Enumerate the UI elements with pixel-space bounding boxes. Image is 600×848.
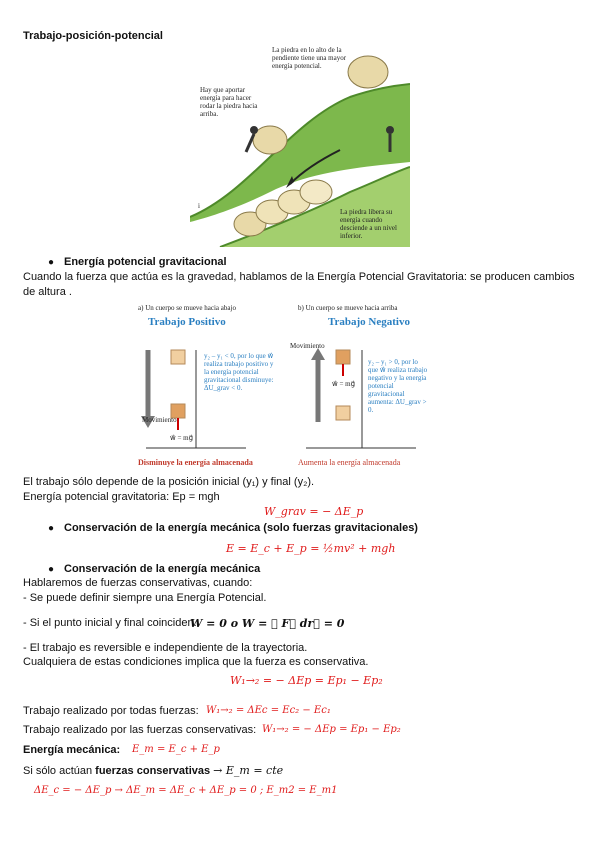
right-weight: w⃗ = mg⃗ <box>332 380 356 388</box>
mech-formula: E_m = E_c + E_p <box>132 744 220 755</box>
label-bottom: La piedra libera su energía cuando desciende a un nivel inferior. <box>340 208 397 240</box>
left-caption: a) Un cuerpo se mueve hacia abajo <box>138 304 236 312</box>
right-motion: Movimiento <box>290 342 325 350</box>
bullet-dot: ● <box>48 564 55 575</box>
left-title: Trabajo Positivo <box>148 316 226 328</box>
only-formula: → E_m = cte <box>213 764 284 777</box>
section3-item3: - El trabajo es reversible e independiente de la trayectoria. <box>23 642 308 654</box>
all-forces-label: Trabajo realizado por todas fuerzas: <box>23 705 199 717</box>
section3-item1: - Se puede definir siempre una Energía Potencial. <box>23 592 267 604</box>
formula-wgrav: W_grav = − ΔE_p <box>264 505 364 518</box>
heading-energia-potencial: Energía potencial gravitacional <box>64 256 227 268</box>
final-formula: ΔE_c = − ΔE_p → ΔE_m = ΔE_c + ΔE_p = 0 ; E_m2 = E_m1 <box>34 785 338 796</box>
formula-closed-loop: W = 0 o W = ∮ F⃗ dr⃗ = 0 <box>190 617 345 630</box>
para1-line2: Energía potencial gravitatoria: Ep = mgh <box>23 491 220 503</box>
stone-hill-figure <box>190 42 410 247</box>
formula-w12: W₁→₂ = − ΔEp = Ep₁ − Ep₂ <box>230 674 383 687</box>
section3-intro: Hablaremos de fuerzas conservativas, cuando: <box>23 577 253 589</box>
right-bottom: Aumenta la energía almacenada <box>298 458 401 467</box>
page-title: Trabajo-posición-potencial <box>23 30 163 42</box>
bullet-dot: ● <box>48 257 55 268</box>
only-label-a: Si sólo actúan <box>23 765 96 777</box>
mech-label: Energía mecánica: <box>23 744 121 756</box>
all-forces-formula: W₁→₂ = ΔEc = Ec₂ − Ec₁ <box>206 705 331 716</box>
bullet-dot: ● <box>48 523 55 534</box>
right-note: y₂ – y₁ > 0, por lo que w⃗ realiza trabajo negativo y la energía potencial gravitacional aumenta: ΔU_grav > 0. <box>368 358 428 414</box>
formula-energy: E = E_c + E_p = ½mv² + mgh <box>226 542 396 555</box>
only-cons-line <box>23 764 283 777</box>
label-top: La piedra en lo alto de la pendiente tiene una mayor energía potencial. <box>272 46 347 70</box>
left-motion: Movimiento <box>142 416 177 424</box>
right-caption: b) Un cuerpo se mueve hacia arriba <box>298 304 398 312</box>
heading-conservacion: Conservación de la energía mecánica <box>64 563 261 575</box>
section3-conclusion: Cualquiera de estas condiciones implica que la fuerza es conservativa. <box>23 656 369 668</box>
only-label-b: fuerzas conservativas <box>95 765 211 777</box>
heading-conservacion-grav: Conservación de la energía mecánica (solo fuerzas gravitacionales) <box>64 522 418 534</box>
left-bottom: Disminuye la energía almacenada <box>138 458 253 467</box>
section1-text: Cuando la fuerza que actúa es la gravedad, hablamos de la Energía Potencial Gravitatoria: se producen cambios de altura . <box>23 271 575 298</box>
right-title: Trabajo Negativo <box>328 316 410 328</box>
left-note: y₂ – y₁ < 0, por lo que w⃗ realiza trabajo positivo y la energía potencial gravitacional disminuye: ΔU_grav < 0. <box>204 352 274 392</box>
para1-line1: El trabajo sólo depende de la posición inicial (y₁) y final (y₂). <box>23 476 315 488</box>
left-weight: w⃗ = mg⃗ <box>170 434 194 442</box>
cons-forces-formula: W₁→₂ = − ΔEp = Ep₁ − Ep₂ <box>262 724 401 735</box>
label-i: i <box>198 202 200 210</box>
cons-forces-label: Trabajo realizado por las fuerzas conservativas: <box>23 724 257 736</box>
work-figure <box>136 302 426 472</box>
section3-item2: - Si el punto inicial y final coinciden. <box>23 617 197 629</box>
label-left: Hay que aportar energía para hacer rodar la piedra hacia arriba. <box>200 86 258 118</box>
